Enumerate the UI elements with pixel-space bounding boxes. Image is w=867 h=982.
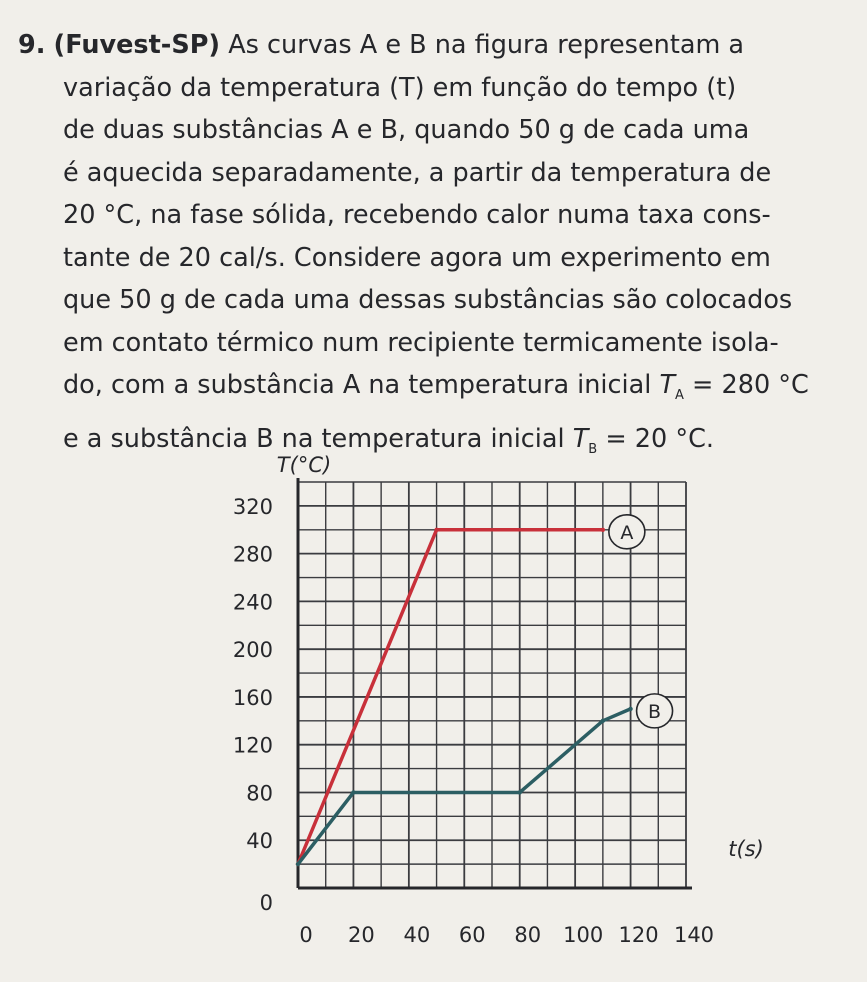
chart-container <box>0 440 867 978</box>
series-label-b: B <box>648 700 662 723</box>
tb-symbol: T <box>572 423 589 454</box>
series-point-b <box>601 719 605 723</box>
x-tick-label: 80 <box>514 923 542 947</box>
x-tick-label: 60 <box>458 923 486 947</box>
y-tick-label: 80 <box>246 781 273 806</box>
series-point-b <box>351 790 355 794</box>
question-line-3: de duas substâncias A e B, quando 50 g de cada uma <box>63 115 750 145</box>
series-point-b <box>296 862 300 866</box>
series-point-b <box>628 707 632 711</box>
y-tick-label: 160 <box>232 685 273 710</box>
question-line-5: 20 °C, na fase sólida, recebendo calor numa taxa cons- <box>63 200 771 230</box>
question-line-6: tante de 20 cal/s. Considere agora um experimento em <box>63 242 771 273</box>
question-line-2: variação da temperatura (T) em função do tempo (t) <box>63 72 737 103</box>
x-tick-label: 20 <box>348 923 375 947</box>
series-point-b <box>518 790 522 794</box>
tb-value: = 20 °C. <box>605 423 715 454</box>
tb-subscript: B <box>588 441 598 457</box>
question-text <box>18 24 858 471</box>
series-point-a <box>434 528 438 532</box>
y-tick-label: 200 <box>232 638 273 663</box>
temperature-time-chart <box>0 440 867 978</box>
question-line-9: do, com a substância A na temperatura inicial $T_A = 280$ °C <box>63 370 809 404</box>
question-line-8: em contato térmico num recipiente termicamente isola- <box>63 327 779 358</box>
y-tick-label: 280 <box>232 542 273 567</box>
question-line-10: e a substância B na temperatura inicial $T_B = 20$ °C. <box>63 423 715 457</box>
y-tick-label: 240 <box>232 590 273 615</box>
y-tick-label: 0 <box>259 891 273 915</box>
y-tick-label: 320 <box>232 494 273 519</box>
y-axis-label: T(°C) <box>276 453 332 477</box>
series-label-a: A <box>620 521 634 544</box>
x-tick-label: 140 <box>673 923 715 947</box>
question-line-7: que 50 g de cada uma dessas substâncias são colocados <box>63 285 793 315</box>
ta-value: = 280 °C <box>692 370 809 400</box>
x-tick-label: 120 <box>618 923 659 947</box>
series-point-a <box>601 528 605 532</box>
x-tick-label: 0 <box>299 923 313 947</box>
x-axis-label: t(s) <box>728 837 764 861</box>
ta-subscript: A <box>675 388 684 404</box>
question-line-4: é aquecida separadamente, a partir da temperatura de <box>63 157 772 188</box>
ta-symbol: T <box>659 370 676 400</box>
y-tick-label: 40 <box>246 829 273 854</box>
question-number: 9. <box>18 30 46 60</box>
x-tick-label: 40 <box>403 923 431 947</box>
y-tick-label: 120 <box>232 733 273 758</box>
question-source: (Fuvest-SP) <box>53 30 221 60</box>
question-line-1: 9. (Fuvest-SP) As curvas A e B na figura representam a <box>18 30 745 60</box>
x-tick-label: 100 <box>563 923 604 947</box>
